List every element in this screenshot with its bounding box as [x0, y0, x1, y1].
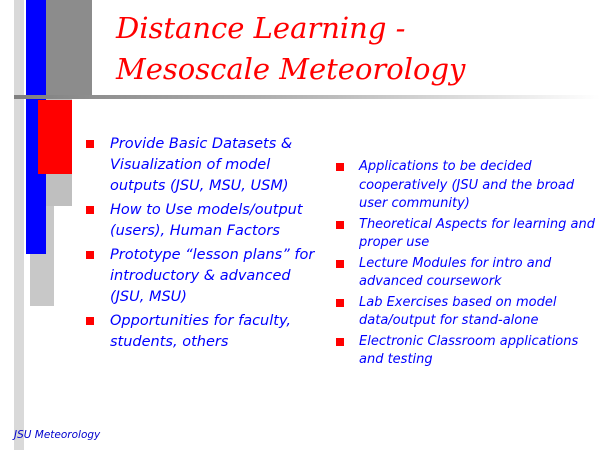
- bullet-square-icon: [336, 260, 344, 268]
- list-item: [336, 158, 596, 214]
- bullet-text: Electronic Classroom applications and testing: [359, 333, 579, 367]
- bullet-text: Lecture Modules for intro and advanced coursework: [359, 255, 552, 289]
- list-item: [86, 134, 326, 197]
- decor-red-block: [38, 100, 72, 174]
- bullet-square-icon: [336, 299, 344, 307]
- left-bullet-list: [86, 134, 326, 356]
- right-bullet-list: [336, 158, 596, 372]
- footer-label: JSU Meteorology: [14, 429, 101, 441]
- bullet-text: Applications to be decided cooperatively (JSU and the broad user community): [359, 159, 575, 211]
- bullet-square-icon: [86, 206, 94, 214]
- bullet-square-icon: [86, 251, 94, 259]
- bullet-square-icon: [86, 317, 94, 325]
- bullet-text: Provide Basic Datasets & Visualization of model outputs (JSU, MSU, USM): [110, 136, 293, 194]
- list-item: [86, 245, 326, 308]
- list-item: [336, 216, 596, 253]
- bullet-text: Theoretical Aspects for learning and proper use: [359, 216, 595, 250]
- decor-gray-bar-right: [46, 0, 92, 96]
- slide-title: [116, 8, 586, 90]
- bullet-text: Opportunities for faculty, students, others: [110, 313, 292, 350]
- list-item: [86, 200, 326, 242]
- title-line-1: Distance Learning -: [116, 11, 406, 45]
- list-item: [336, 294, 596, 331]
- bullet-square-icon: [336, 221, 344, 229]
- bullet-text: How to Use models/output (users), Human Factors: [110, 202, 303, 239]
- bullet-square-icon: [336, 338, 344, 346]
- decor-gray-bar-tall: [14, 0, 24, 450]
- bullet-square-icon: [336, 163, 344, 171]
- title-line-2: Mesoscale Meteorology: [116, 52, 466, 86]
- list-item: [336, 333, 596, 370]
- list-item: [86, 311, 326, 353]
- bullet-square-icon: [86, 140, 94, 148]
- title-rule: [14, 95, 600, 99]
- list-item: [336, 255, 596, 292]
- bullet-text: Lab Exercises based on model data/output for stand-alone: [359, 294, 557, 328]
- bullet-text: Prototype “lesson plans” for introductory & advanced (JSU, MSU): [110, 247, 315, 305]
